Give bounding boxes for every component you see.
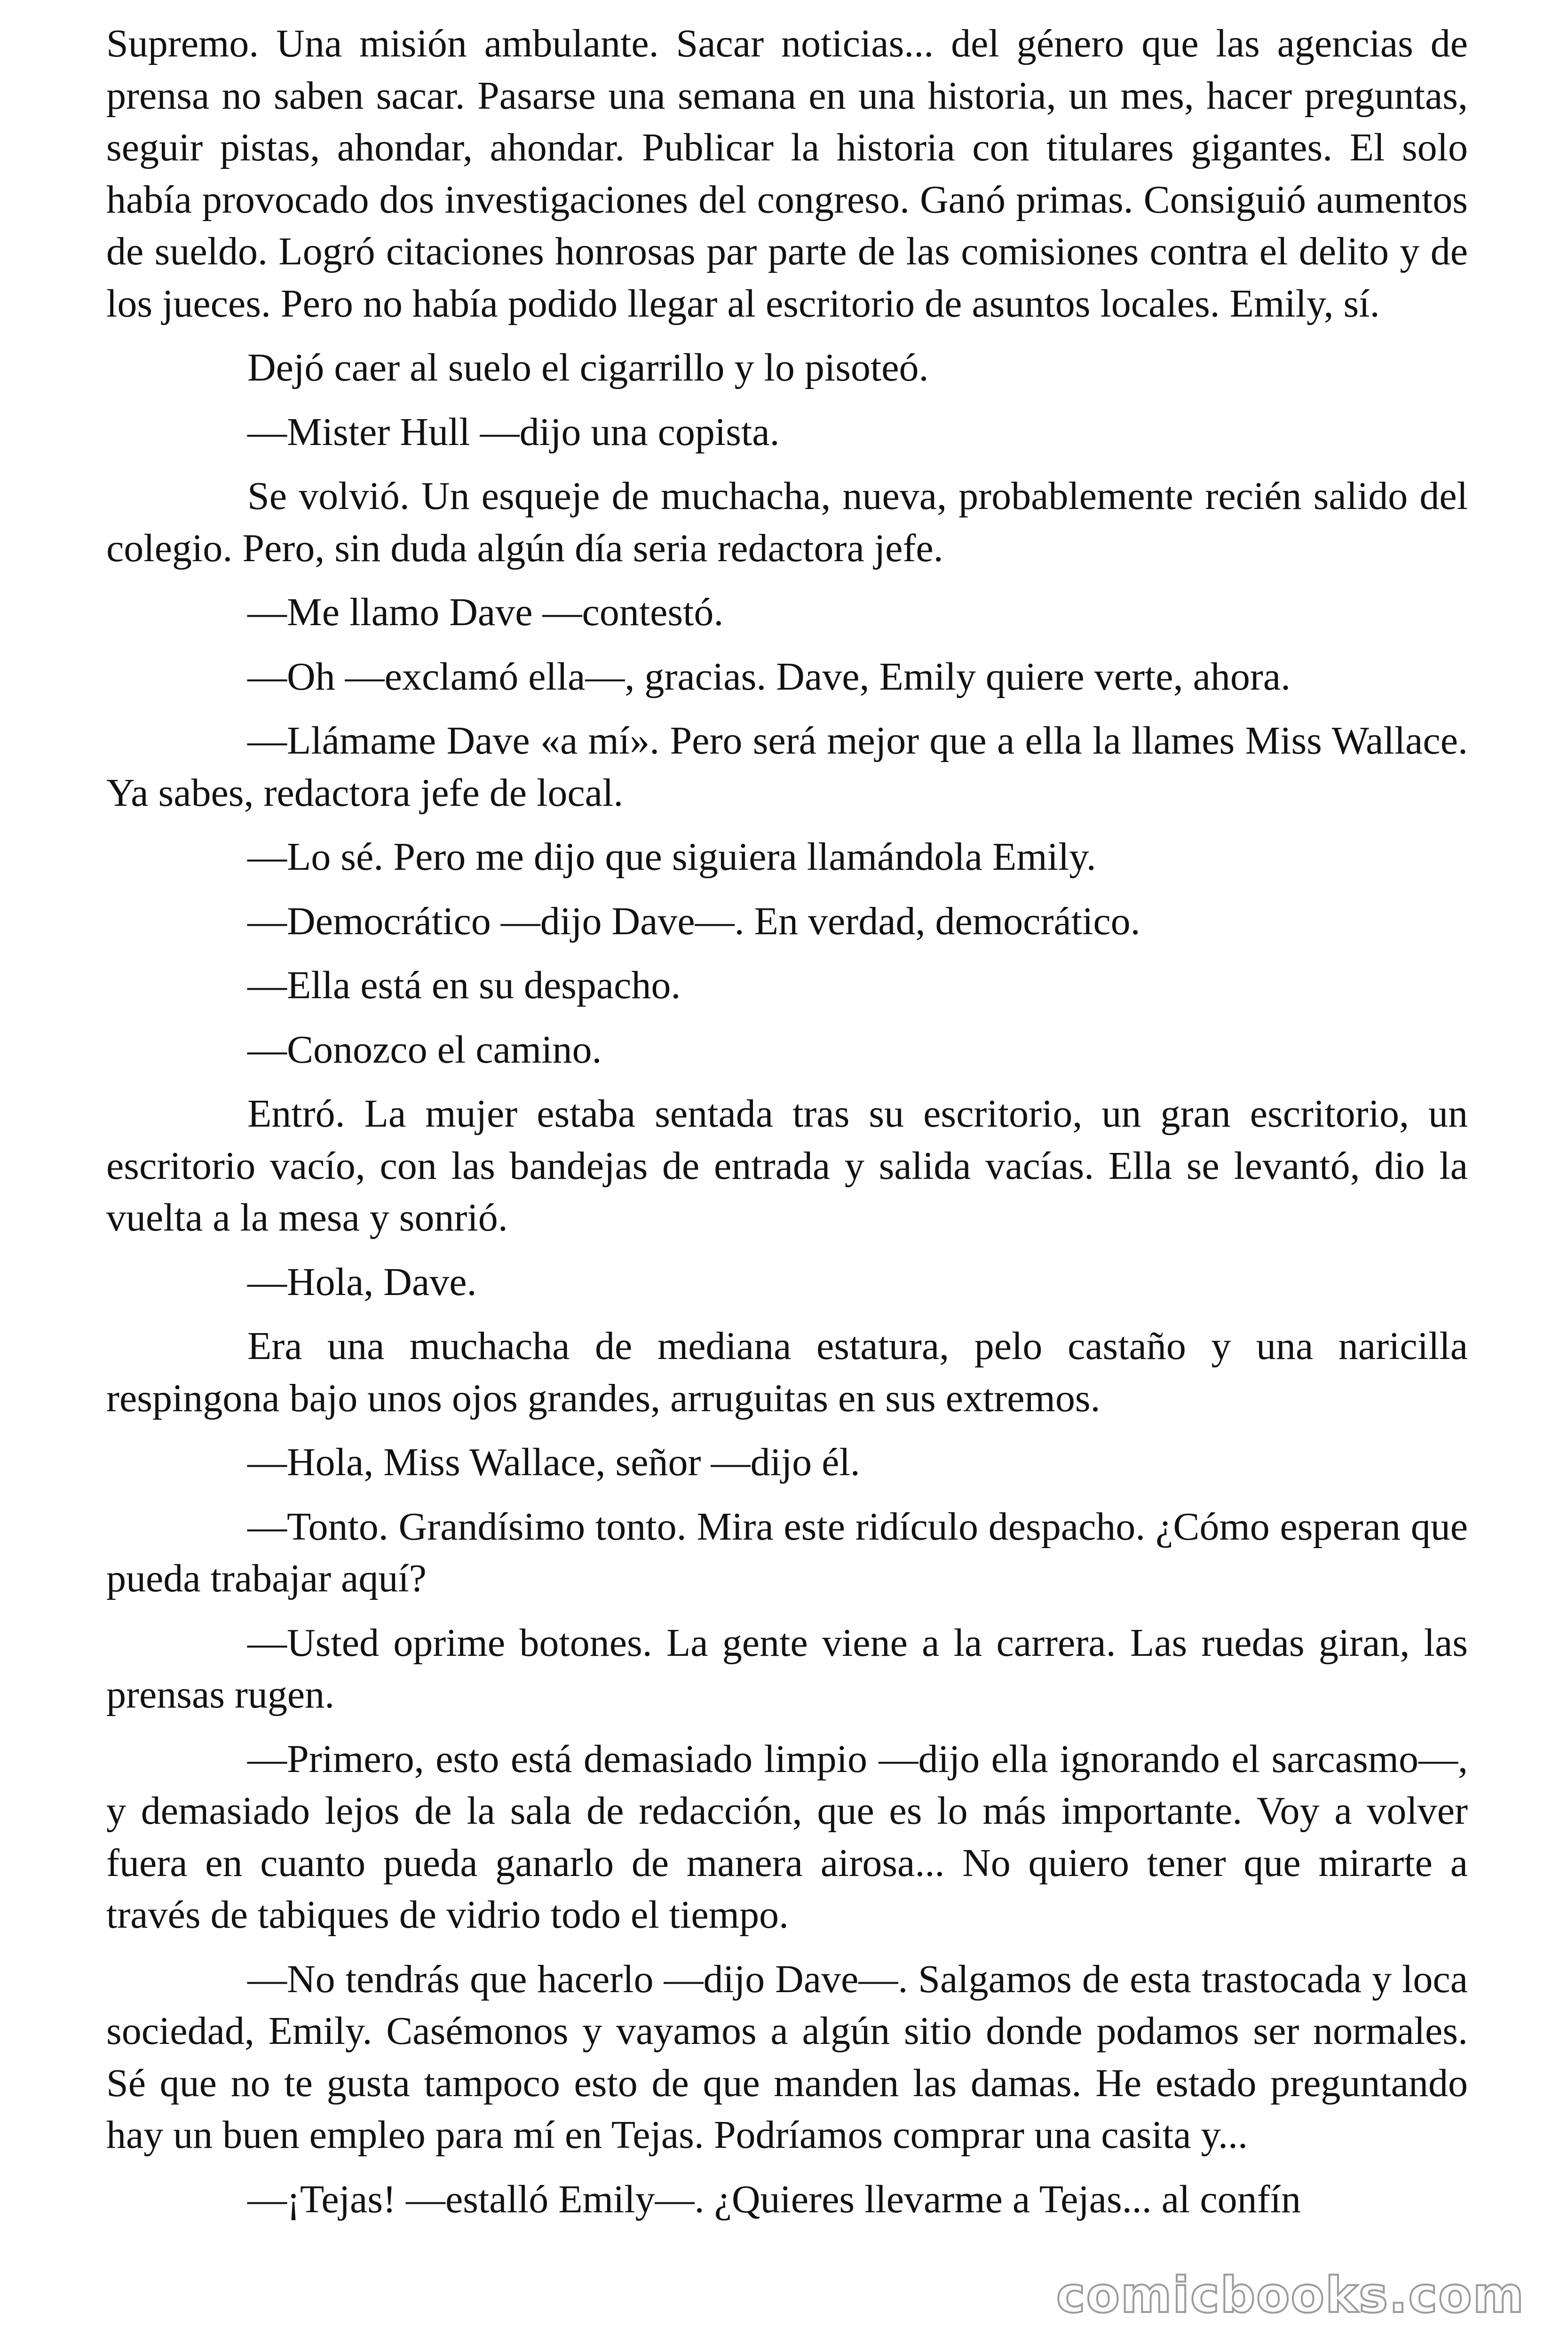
paragraph: —¡Tejas! —estalló Emily—. ¿Quieres llevarme a Tejas... al confín [247, 2177, 1301, 2221]
paragraph: —Oh —exclamó ella—, gracias. Dave, Emily quiere verte, ahora. [247, 654, 1291, 699]
paragraph: —Hola, Dave. [247, 1260, 477, 1304]
document-page [106, 18, 1468, 2238]
paragraph: —Me llamo Dave —contestó. [247, 590, 724, 634]
paragraph: Era una muchacha de mediana estatura, pelo castaño y una naricilla respingona bajo unos ojos grandes, arruguitas en sus extremos. [106, 1324, 1468, 1420]
paragraph: —Mister Hull —dijo una copista. [247, 410, 780, 454]
paragraph: —No tendrás que hacerlo —dijo Dave—. Salgamos de esta trastocada y loca sociedad, Emily. Casémonos y vayamos a algún sitio donde podamos ser normales. Sé que no te gusta tampoco esto de que manden las damas. He estado preguntando hay un buen empleo para mí en Tejas. Podríamos comprar una casita y... [106, 1957, 1468, 2157]
paragraph: —Hola, Miss Wallace, señor —dijo él. [247, 1440, 860, 1484]
paragraph: Supremo. Una misión ambulante. Sacar noticias... del género que las agencias de prensa no saben sacar. Pasarse una semana en una historia, un mes, hacer preguntas, seguir pistas, ahondar, ahondar. Publicar la historia con titulares gigantes. El solo había provocado dos investigaciones del congreso. Ganó primas. Consiguió aumentos de sueldo. Logró citaciones honrosas par parte de las comisiones contra el delito y de los jueces. Pero no había podido llegar al escritorio de asuntos locales. Emily, sí. [106, 22, 1468, 326]
paragraph: —Llámame Dave «a mí». Pero será mejor que a ella la llames Miss Wallace. Ya sabes, redactora jefe de local. [106, 719, 1468, 815]
paragraph: —Lo sé. Pero me dijo que siguiera llamándola Emily. [247, 835, 1096, 879]
paragraph: Dejó caer al suelo el cigarrillo y lo pisoteó. [247, 346, 929, 389]
paragraph: Se volvió. Un esqueje de muchacha, nueva, probablemente recién salido del colegio. Pero, sin duda algún día seria redactora jefe. [106, 474, 1468, 570]
paragraph: —Democrático —dijo Dave—. En verdad, democrático. [247, 899, 1140, 943]
paragraph: —Primero, esto está demasiado limpio —dijo ella ignorando el sarcasmo—, y demasiado lejos de la sala de redacción, que es lo más importante. Voy a volver fuera en cuanto pueda ganarlo de manera airosa... No quiero tener que mirarte a través de tabiques de vidrio todo el tiempo. [106, 1737, 1468, 1937]
paragraph: —Tonto. Grandísimo tonto. Mira este ridículo despacho. ¿Cómo esperan que pueda trabajar aquí? [106, 1504, 1468, 1600]
paragraph: Entró. La mujer estaba sentada tras su escritorio, un gran escritorio, un escritorio vacío, con las bandejas de entrada y salida vacías. Ella se levantó, dio la vuelta a la mesa y sonrió. [106, 1092, 1468, 1240]
paragraph: —Ella está en su despacho. [247, 963, 681, 1007]
paragraph: —Conozco el camino. [247, 1027, 602, 1072]
watermark-logo: comicbooks.com [1056, 2266, 1525, 2324]
paragraph: —Usted oprime botones. La gente viene a la carrera. Las ruedas giran, las prensas rugen. [106, 1621, 1468, 1716]
